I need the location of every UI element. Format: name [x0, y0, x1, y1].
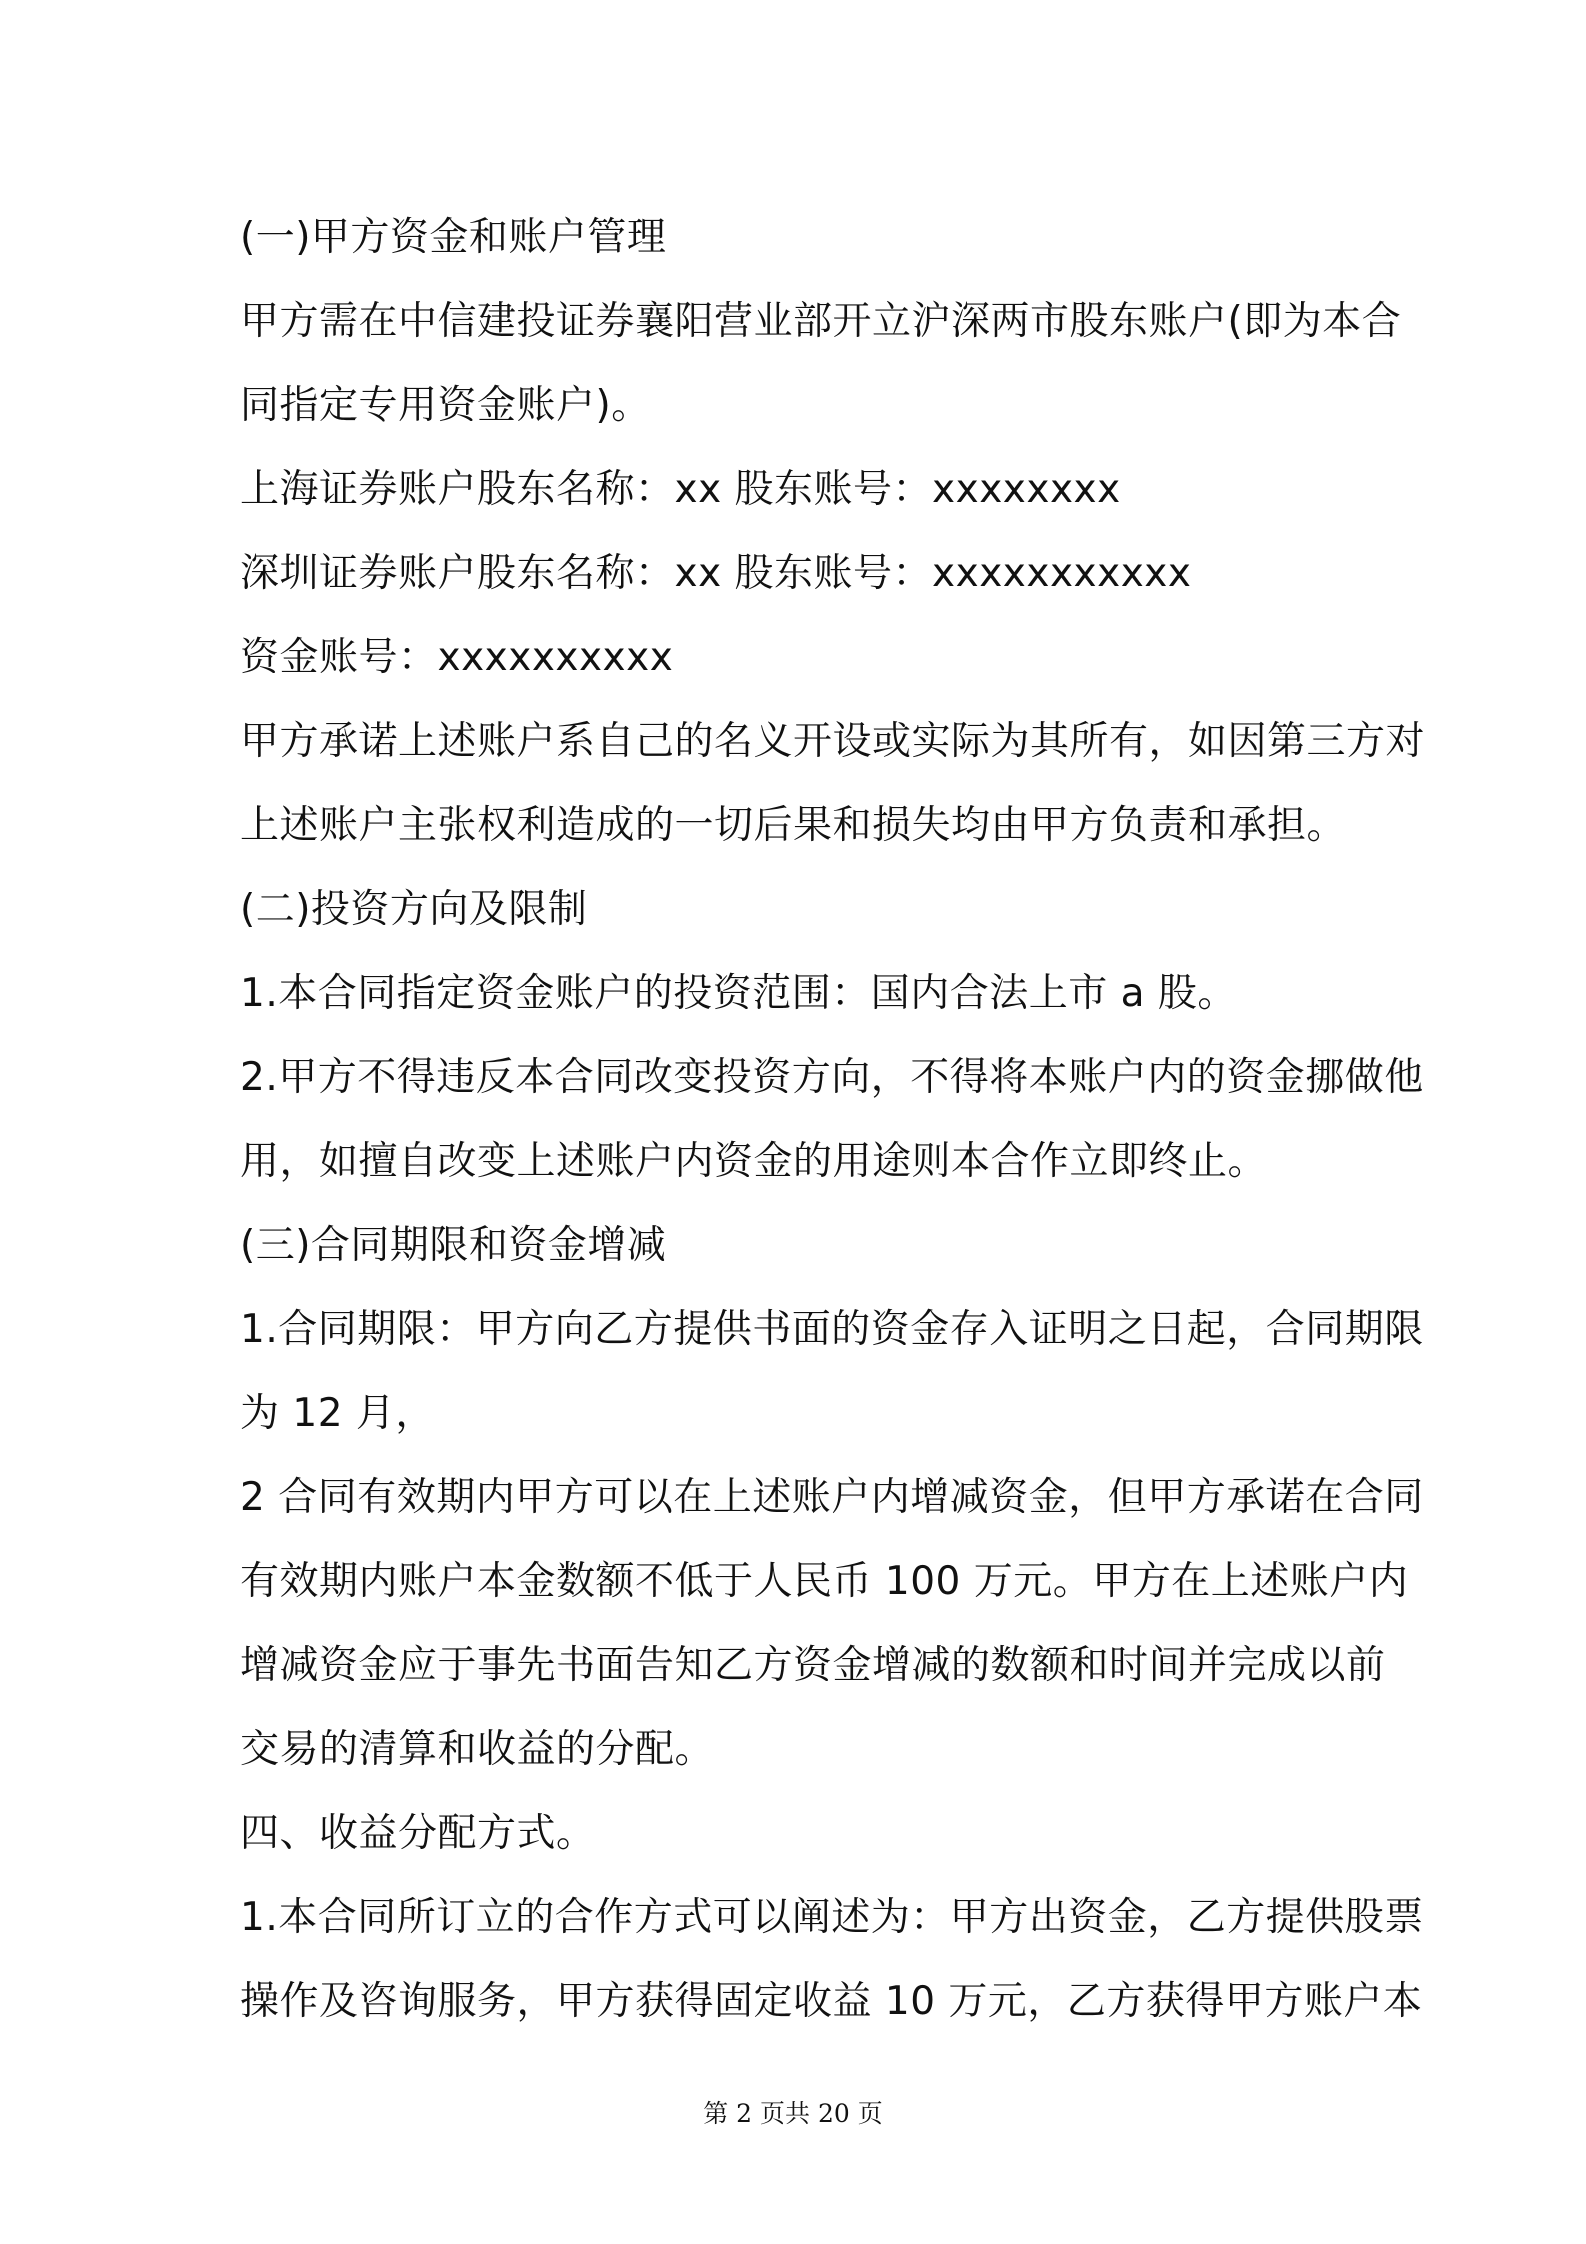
- fund-account-line: 资金账号：xxxxxxxxxx: [240, 635, 674, 680]
- shanghai-account-line: 上海证券账户股东名称：xx 股东账号：xxxxxxxx: [240, 467, 1121, 512]
- section-heading-1: (一)甲方资金和账户管理: [240, 215, 667, 260]
- paragraph-line: 同指定专用资金账户)。: [240, 383, 651, 428]
- paragraph-line: 有效期内账户本金数额不低于人民币 100 万元。甲方在上述账户内: [240, 1559, 1409, 1604]
- shenzhen-account-line: 深圳证券账户股东名称：xx 股东账号：xxxxxxxxxxx: [240, 551, 1192, 596]
- paragraph-line: 增减资金应于事先书面告知乙方资金增减的数额和时间并完成以前: [240, 1643, 1386, 1688]
- section-heading-2: (二)投资方向及限制: [240, 887, 588, 932]
- paragraph-line: 2.甲方不得违反本合同改变投资方向，不得将本账户内的资金挪做他: [240, 1055, 1424, 1100]
- paragraph-line: 用，如擅自改变上述账户内资金的用途则本合作立即终止。: [240, 1139, 1268, 1184]
- paragraph-line: 交易的清算和收益的分配。: [240, 1727, 715, 1772]
- paragraph-line: 操作及咨询服务，甲方获得固定收益 10 万元，乙方获得甲方账户本: [240, 1979, 1423, 2024]
- section-heading-4: 四、收益分配方式。: [240, 1811, 596, 1856]
- paragraph-line: 甲方承诺上述账户系自己的名义开设或实际为其所有，如因第三方对: [240, 719, 1426, 764]
- page-number-footer: 第 2 页共 20 页: [703, 2099, 883, 2128]
- paragraph-line: 为 12 月，: [240, 1391, 435, 1436]
- paragraph-line: 1.合同期限：甲方向乙方提供书面的资金存入证明之日起，合同期限: [240, 1307, 1424, 1352]
- paragraph-line: 1.本合同指定资金账户的投资范围：国内合法上市 a 股。: [240, 971, 1237, 1016]
- document-body: [240, 196, 1426, 2044]
- paragraph-line: 1.本合同所订立的合作方式可以阐述为：甲方出资金，乙方提供股票: [240, 1895, 1424, 1940]
- paragraph-line: 甲方需在中信建投证券襄阳营业部开立沪深两市股东账户(即为本合: [240, 299, 1402, 344]
- paragraph-line: 2 合同有效期内甲方可以在上述账户内增减资金，但甲方承诺在合同: [240, 1475, 1424, 1520]
- section-heading-3: (三)合同期限和资金增减: [240, 1223, 667, 1268]
- paragraph-line: 上述账户主张权利造成的一切后果和损失均由甲方负责和承担。: [240, 803, 1347, 848]
